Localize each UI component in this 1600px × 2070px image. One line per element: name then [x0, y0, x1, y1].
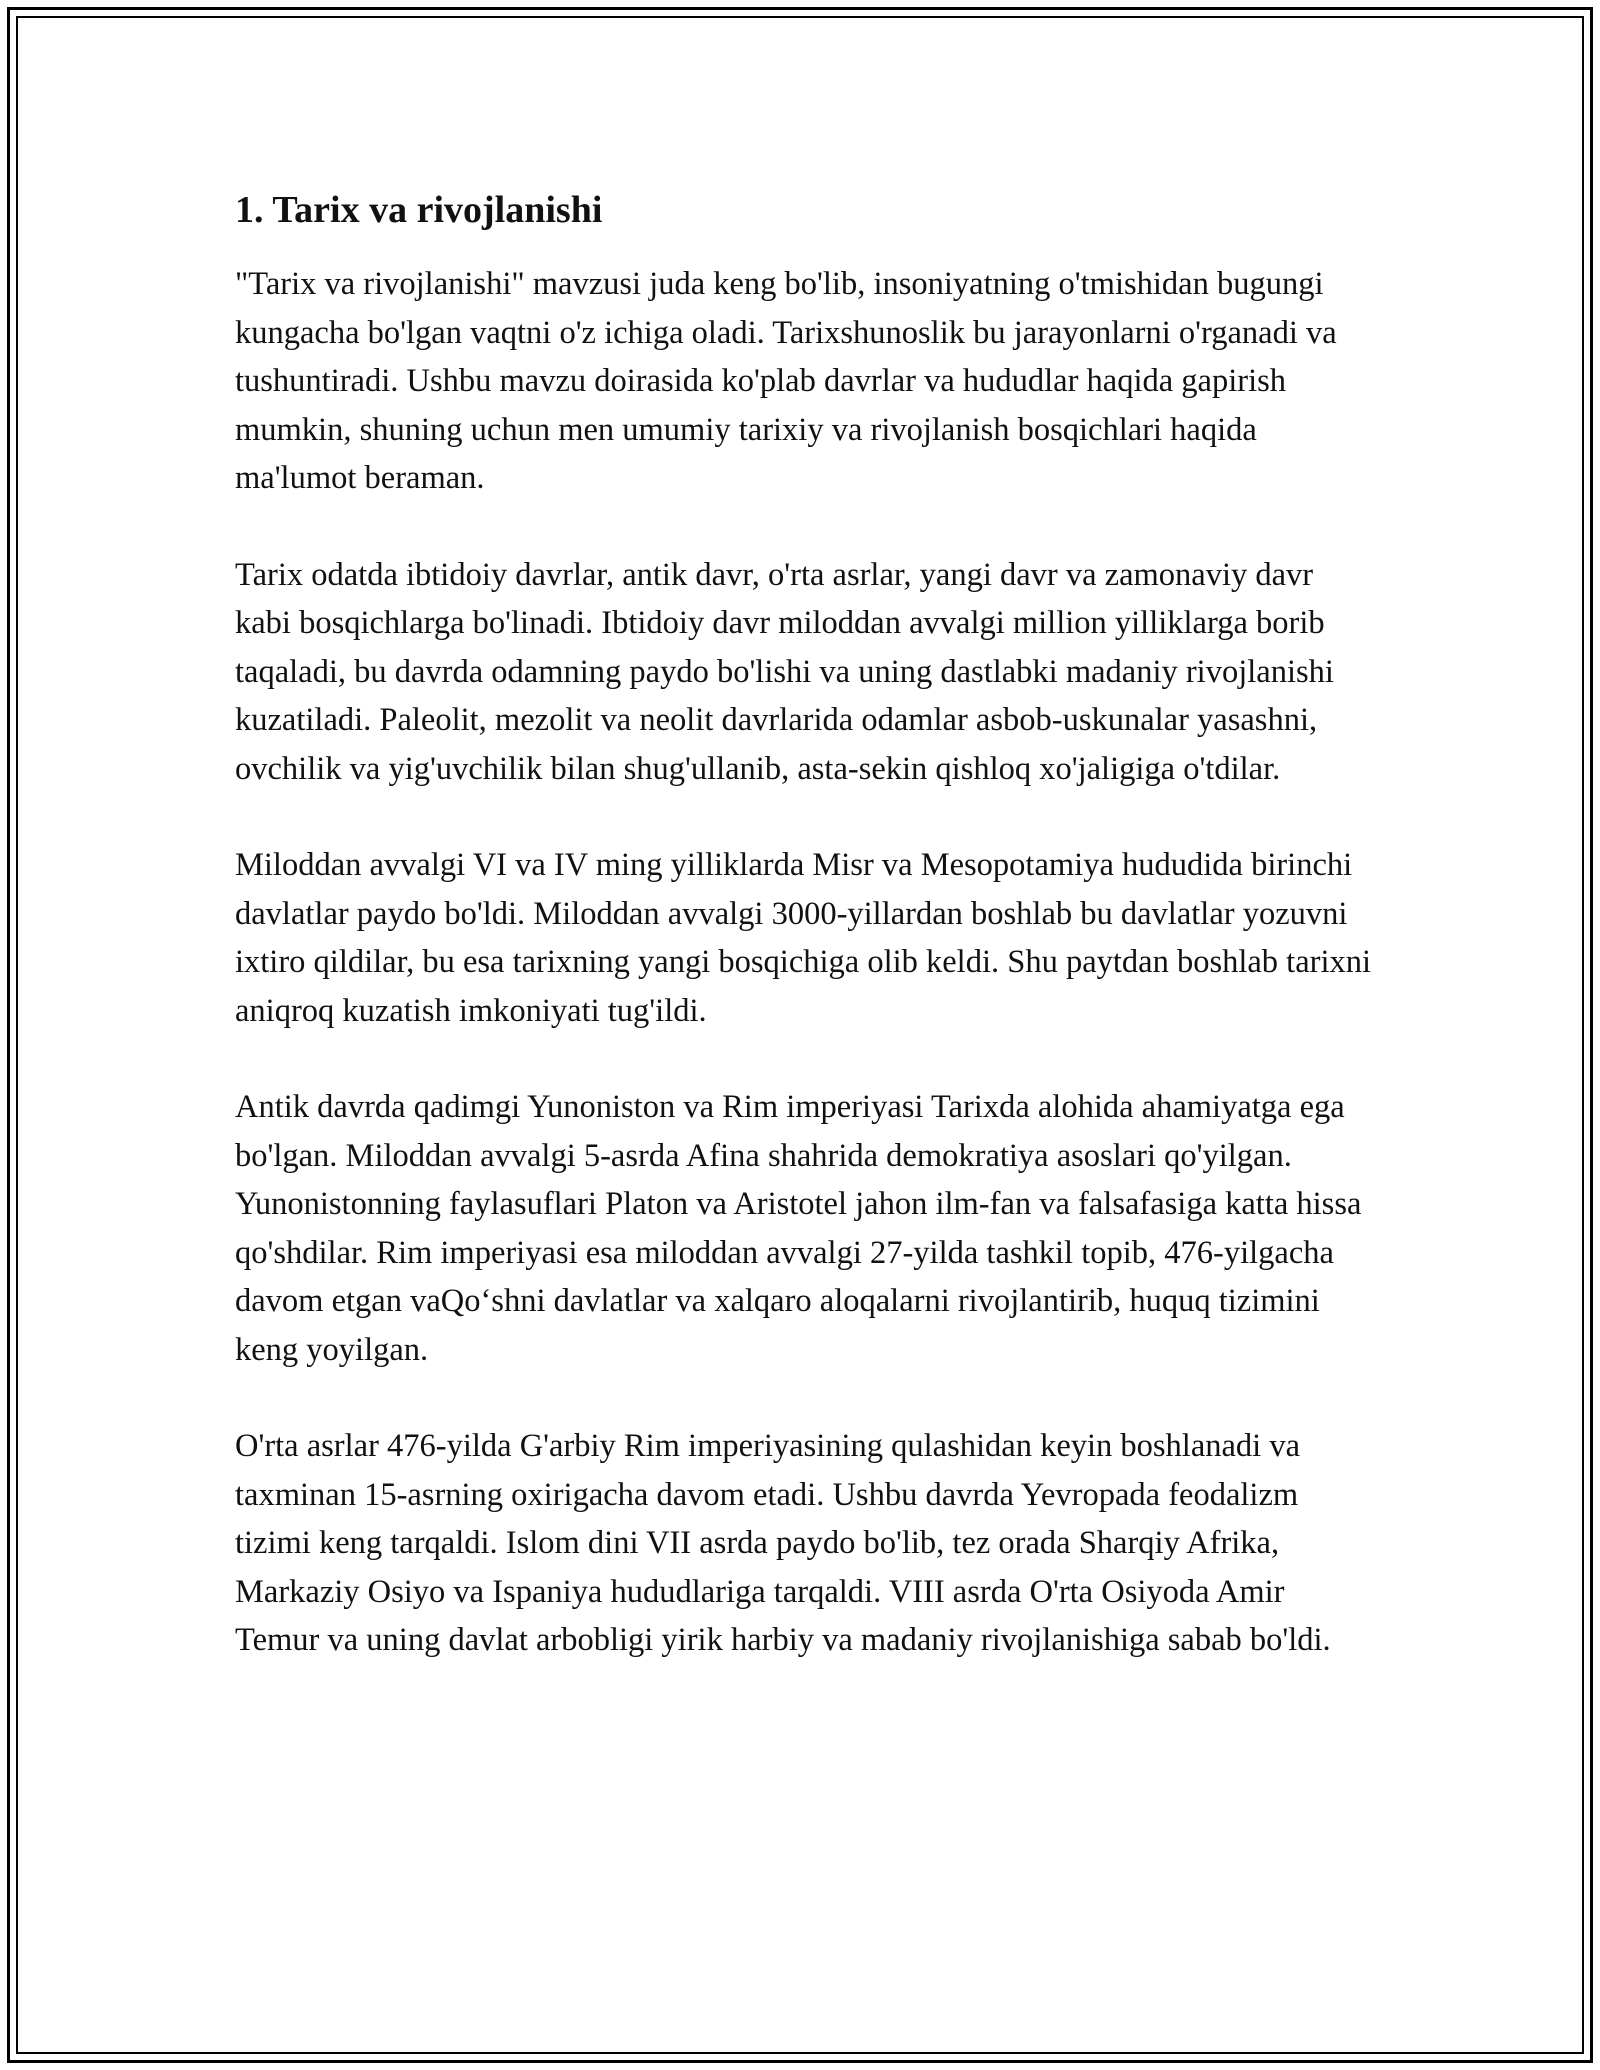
document-body	[235, 186, 1375, 1665]
paragraph-middle-ages: O'rta asrlar 476-yilda G'arbiy Rim imperiyasining qulashidan keyin boshlanadi va taxminan 15-asrning oxirigacha davom etadi. Ushbu davrda Yevropada feodalizm tizimi keng tarqaldi. Islom dini VII asrda paydo bo'lib, tez orada Sharqiy Afrika, Markaziy Osiyo va Ispaniya hududlariga tarqaldi. VIII asrda O'rta Osiyoda Amir Temur va uning davlat arbobligi yirik harbiy va madaniy rivojlanishiga sabab bo'ldi.	[235, 1428, 1331, 1658]
section-heading: 1. Tarix va rivojlanishi	[235, 189, 603, 231]
paragraph-antiquity: Antik davrda qadimgi Yunoniston va Rim imperiyasi Tarixda alohida ahamiyatga ega bo'lgan. Miloddan avvalgi 5-asrda Afina shahrida demokratiya asoslari qo'yilgan. Yunonistonning faylasuflari Platon va Aristotel jahon ilm-fan va falsafasiga katta hissa qo'shdilar. Rim imperiyasi esa miloddan avvalgi 27-yilda tashkil topib, 476-yilgacha davom etgan vaQo‘shni davlatlar va xalqaro aloqalarni rivojlantirib, huquq tizimini keng yoyilgan.	[235, 1089, 1362, 1368]
paragraph-intro: "Tarix va rivojlanishi" mavzusi juda keng bo'lib, insoniyatning o'tmishidan bugungi kungacha bo'lgan vaqtni o'z ichiga oladi. Tarixshunoslik bu jarayonlarni o'rganadi va tushuntiradi. Ushbu mavzu doirasida ko'plab davrlar va hududlar haqida gapirish mumkin, shuning uchun men umumiy tarixiy va rivojlanish bosqichlari haqida ma'lumot beraman.	[235, 266, 1337, 496]
paragraph-first-states: Miloddan avvalgi VI va IV ming yilliklarda Misr va Mesopotamiya hududida birinchi davlatlar paydo bo'ldi. Miloddan avvalgi 3000-yillardan boshlab bu davlatlar yozuvni ixtiro qildilar, bu esa tarixning yangi bosqichiga olib keldi. Shu paytdan boshlab tarixni aniqroq kuzatish imkoniyati tug'ildi.	[235, 847, 1372, 1029]
paragraph-periods: Tarix odatda ibtidoiy davrlar, antik davr, o'rta asrlar, yangi davr va zamonaviy davr kabi bosqichlarga bo'linadi. Ibtidoiy davr miloddan avvalgi million yilliklarga borib taqaladi, bu davrda odamning paydo bo'lishi va uning dastlabki madaniy rivojlanishi kuzatiladi. Paleolit, mezolit va neolit davrlarida odamlar asbob-uskunalar yasashni, ovchilik va yig'uvchilik bilan shug'ullanib, asta-sekin qishloq xo'jaligiga o'tdilar.	[235, 556, 1334, 787]
